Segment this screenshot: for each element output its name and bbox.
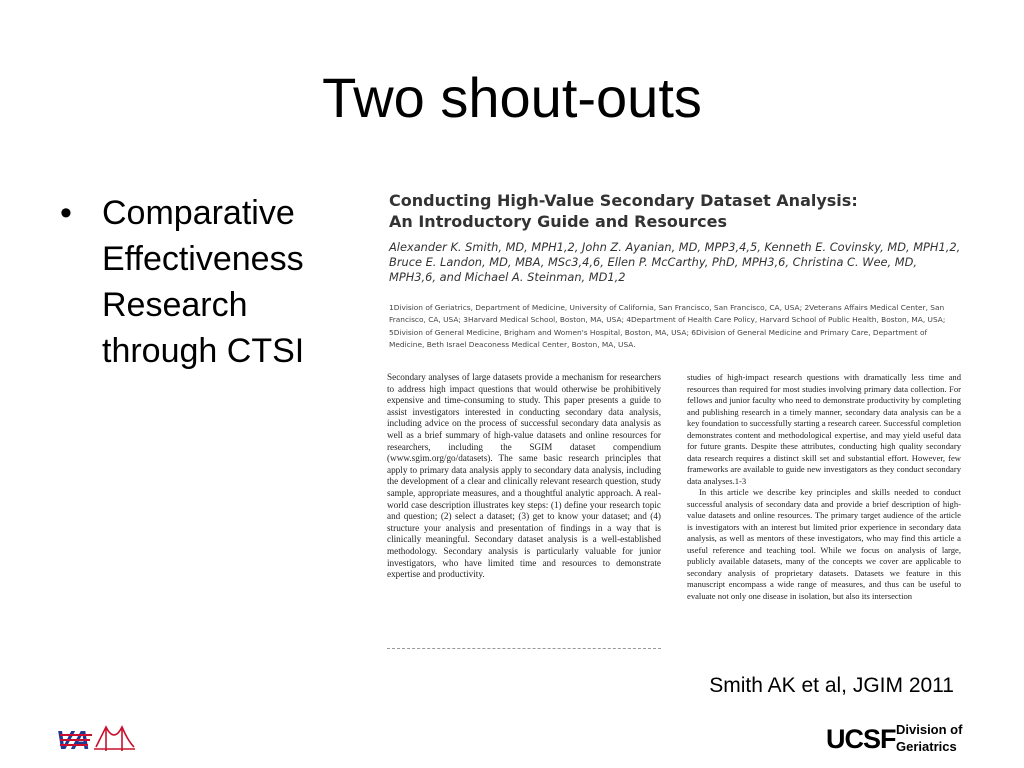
ucsf-division-label [896,721,962,755]
bullet-line: through CTSI [102,332,305,370]
ucsf-wordmark: UCSF [826,724,896,754]
paper-body-paragraph: studies of high-impact research questions with dramatically less time and resources than required for most studies involving primary data collection. For fellows and junior faculty who need to demonstrate productivity by completing and publishing research in a timely manner, secondary data analysis can be a key foundation to successfully starting a research career. Successful completion demonstrates content and methodological expertise, and may yield useful data for future grants. Despite these attributes, conducting high quality secondary data research requires a distinct skill set and substantial effort. However, few frameworks are available to guide new investigators as they conduct secondary data analyses.1-3 [687,372,961,486]
bullet-line: Effectiveness [102,240,304,278]
paper-excerpt-image [383,182,966,652]
paper-authors: Alexander K. Smith, MD, MPH1,2, John Z. Ayanian, MD, MPP3,4,5, Kenneth E. Covinsky, MD, MPH1,2, Bruce E. Landon, MD, MBA, MSc3,4,6, Ellen P. McCarthy, PhD, MPH3,6, Christina C. Wee, MD, MPH3,6, and Michael A. Steinman, MD1,2 [389,240,961,284]
bullet-list [60,190,360,374]
slide-title: Two shout-outs [322,66,702,129]
paper-title [389,190,858,232]
ucsf-division-line: Geriatrics [896,739,957,754]
bullet-line: Comparative [102,194,295,232]
paper-title-line: An Introductory Guide and Resources [389,212,727,231]
bullet-item [60,190,360,374]
bullet-marker: • [60,194,72,232]
paper-affiliations: 1Division of Geriatrics, Department of Medicine, University of California, San Francisco, San Francisco, CA, USA; 2Veterans Affairs Medical Center, San Francisco, CA, USA; 3Harvard Medical School, Boston, MA, USA; 4Department of Health Care Policy, Harvard School of Public Health, Boston, MA, USA; 5Division of General Medicine, Brigham and Women's Hospital, Boston, MA, USA; 6Division of General Medicine and Primary Care, Department of Medicine, Beth Israel Deaconess Medical Center, Boston, MA, USA. [389,303,946,349]
va-logo [56,723,136,755]
golden-gate-bridge-icon [94,727,135,751]
paper-body-paragraph: In this article we describe key principles and skills needed to conduct successful analysis of secondary data and provide a brief description of high-value datasets and online resources. The primary target audience of the article is investigators with an interest but limited prior experience in secondary data analysis, as well as mentors of these investigators, who may find this article a useful reference and teaching tool. While we focus on analysis of large, publicly available datasets, many of the concepts we cover are applicable to secondary analysis of proprietary datasets. Datasets we feature in this manuscript encompass a wide range of measures, and thus can be useful to evaluate not only one disease in isolation, but also its intersection [687,487,961,601]
paper-abstract-text: Secondary analyses of large datasets provide a mechanism for researchers to address high impact questions that would otherwise be prohibitively expensive and time-consuming to study. This paper presents a guide to assist investigators interested in conducting secondary data analysis, including advice on the process of successful secondary data analysis as well as a brief summary of high-value datasets and online resources for researchers, including the SGIM dataset compendium (www.sgim.org/go/datasets). The same basic research principles that apply to primary data analysis apply to secondary data analysis, including the development of a clear and clinically relevant research question, study sample, appropriate measures, and a thoughtful analytic approach. A real-world case description illustrates key steps: (1) define your research topic and question; (2) select a dataset; (3) get to know your dataset; and (4) structure your analysis and presentation of findings in a way that is clinically meaningful. Secondary dataset analysis is a well-established methodology. Secondary analysis is particularly valuable for junior investigators, who have limited time and resources to demonstrate expertise and productivity. [387,372,661,580]
va-logo-text: VA [56,725,91,755]
paper-title-line: Conducting High-Value Secondary Dataset Analysis: [389,191,858,210]
bullet-line: Research [102,286,248,324]
citation-text: Smith AK et al, JGIM 2011 [709,674,954,697]
paper-body-column [687,372,961,602]
paper-footnote-rule [387,648,661,649]
paper-abstract-column [387,372,661,581]
ucsf-division-line: Division of [896,722,963,737]
